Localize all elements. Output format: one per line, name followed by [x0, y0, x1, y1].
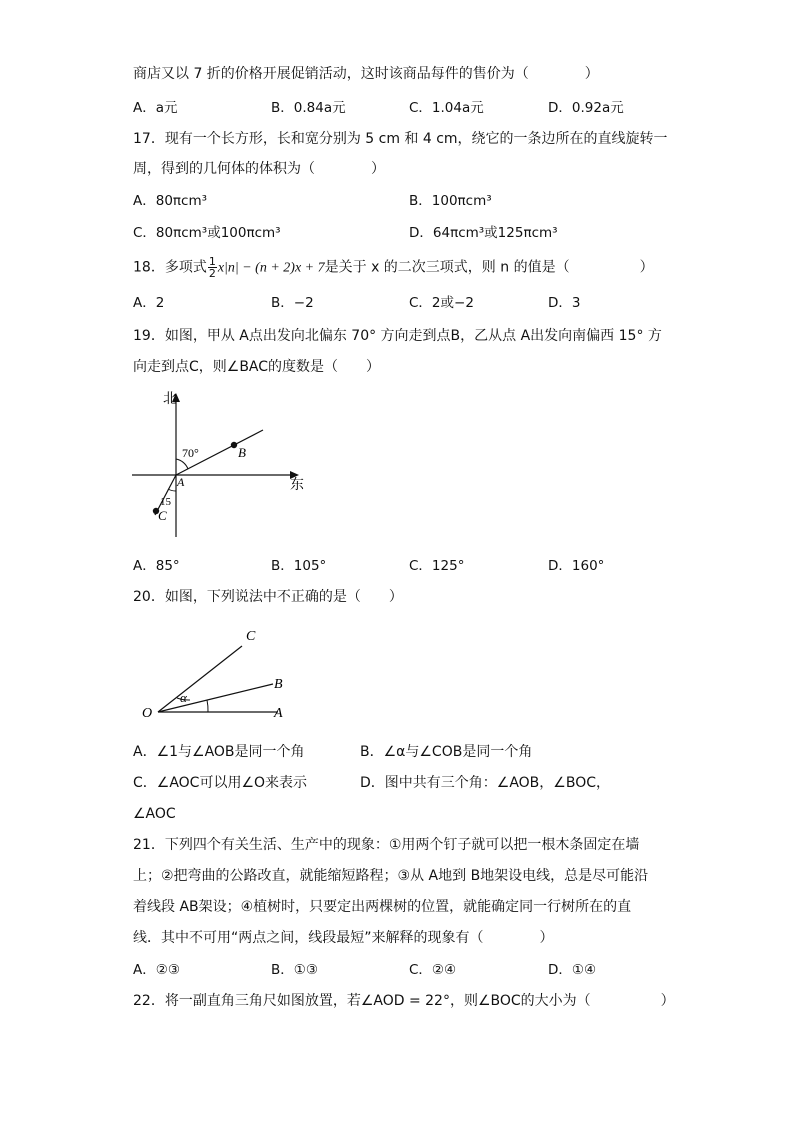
q18-option-b: B．−2: [271, 295, 314, 311]
q18-option-c: C．2或−2: [409, 295, 474, 311]
q17-line-1: 17．现有一个长方形，长和宽分别为 5 cm 和 4 cm，绕它的一条边所在的直线旋转一: [133, 131, 668, 147]
q20-option-d-continued: ∠AOC: [133, 806, 176, 822]
north-label: 北: [163, 392, 177, 407]
q21-line-2: 上；②把弯曲的公路改直，就能缩短路程；③从 A地到 B地架设电线，总是尽可能沿: [133, 868, 649, 884]
angle-15-label: 15: [160, 496, 171, 508]
q20-figure: [130, 618, 310, 728]
q21-line-3: 着线段 AB架设；④植树时，只要定出两棵树的位置，就能确定同一行树所在的直: [133, 899, 632, 915]
angle-70-arc: [176, 459, 188, 469]
q17-option-d: D．64πcm³或125πcm³: [409, 225, 558, 241]
point-c-label: C: [246, 629, 256, 644]
q18-fraction-denominator: 2: [208, 267, 216, 280]
q20-option-d: D．图中共有三个角：∠AOB，∠BOC，: [360, 775, 610, 791]
q17-option-b: B．100πcm³: [409, 193, 492, 209]
q16-option-b: B．0.84a元: [271, 100, 346, 116]
q21-option-b: B．①③: [271, 962, 318, 978]
q17-line-2: 周，得到的几何体的体积为（ ）: [133, 161, 385, 177]
angle-1-arc: [207, 700, 208, 712]
q21-line-1: 21．下列四个有关生活、生产中的现象：①用两个钉子就可以把一根木条固定在墙: [133, 837, 640, 853]
q19-option-b: B．105°: [271, 558, 327, 574]
q16-option-a: A．a元: [133, 100, 178, 116]
q16-option-c: C．1.04a元: [409, 100, 484, 116]
q19-option-d: D．160°: [548, 558, 605, 574]
q20-option-c: C．∠AOC可以用∠O来表示: [133, 775, 308, 791]
point-o-label: O: [142, 706, 153, 721]
q19-option-a: A．85°: [133, 558, 180, 574]
q20-option-b: B．∠α与∠COB是同一个角: [360, 744, 533, 760]
q20-option-a: A．∠1与∠AOB是同一个角: [133, 744, 305, 760]
q16-option-d: D．0.92a元: [548, 100, 624, 116]
q19-figure: [120, 385, 320, 545]
point-c-label: C: [158, 508, 167, 523]
q18-suffix: 是关于 x 的二次三项式，则 n 的值是（ ）: [324, 259, 654, 276]
q18-prefix: 18．多项式: [133, 259, 207, 276]
q17-option-c: C．80πcm³或100πcm³: [133, 225, 281, 241]
point-b: [231, 442, 237, 448]
q18-fraction-numerator: 1: [208, 255, 216, 268]
q19-line-1: 19．如图，甲从 A点出发向北偏东 70° 方向走到点B，乙从点 A出发向南偏西 15° 方: [133, 328, 662, 344]
point-a-label: A: [177, 475, 185, 489]
q16-stem: 商店又以 7 折的价格开展促销活动，这时该商品每件的售价为（ ）: [133, 66, 599, 82]
angle-70-label: 70°: [182, 446, 199, 460]
q19-option-c: C．125°: [409, 558, 465, 574]
q18-stem: [133, 256, 654, 279]
point-a-label: A: [274, 706, 283, 721]
q17-option-a: A．80πcm³: [133, 193, 208, 209]
point-b-label: B: [238, 445, 246, 460]
q21-option-a: A．②③: [133, 962, 180, 978]
q20-stem: 20．如图，下列说法中不正确的是（ ）: [133, 589, 403, 605]
q18-option-a: A．2: [133, 295, 165, 311]
q19-line-2: 向走到点C，则∠BAC的度数是（ ）: [133, 359, 381, 375]
q22-stem: 22．将一副直角三角尺如图放置，若∠AOD = 22°，则∠BOC的大小为（ ）: [133, 993, 675, 1009]
east-label: 东: [290, 478, 304, 493]
q18-fraction: [208, 256, 217, 279]
q21-line-4: 线．其中不可用“两点之间，线段最短”来解释的现象有（ ）: [133, 930, 554, 946]
angle-15-arc: [168, 489, 176, 491]
q18-option-d: D．3: [548, 295, 581, 311]
q18-expression: x|n| − (n + 2)x + 7: [217, 260, 325, 276]
alpha-label: α: [180, 690, 187, 705]
point-b-label: B: [274, 677, 283, 692]
q21-option-c: C．②④: [409, 962, 457, 978]
q21-option-d: D．①④: [548, 962, 597, 978]
